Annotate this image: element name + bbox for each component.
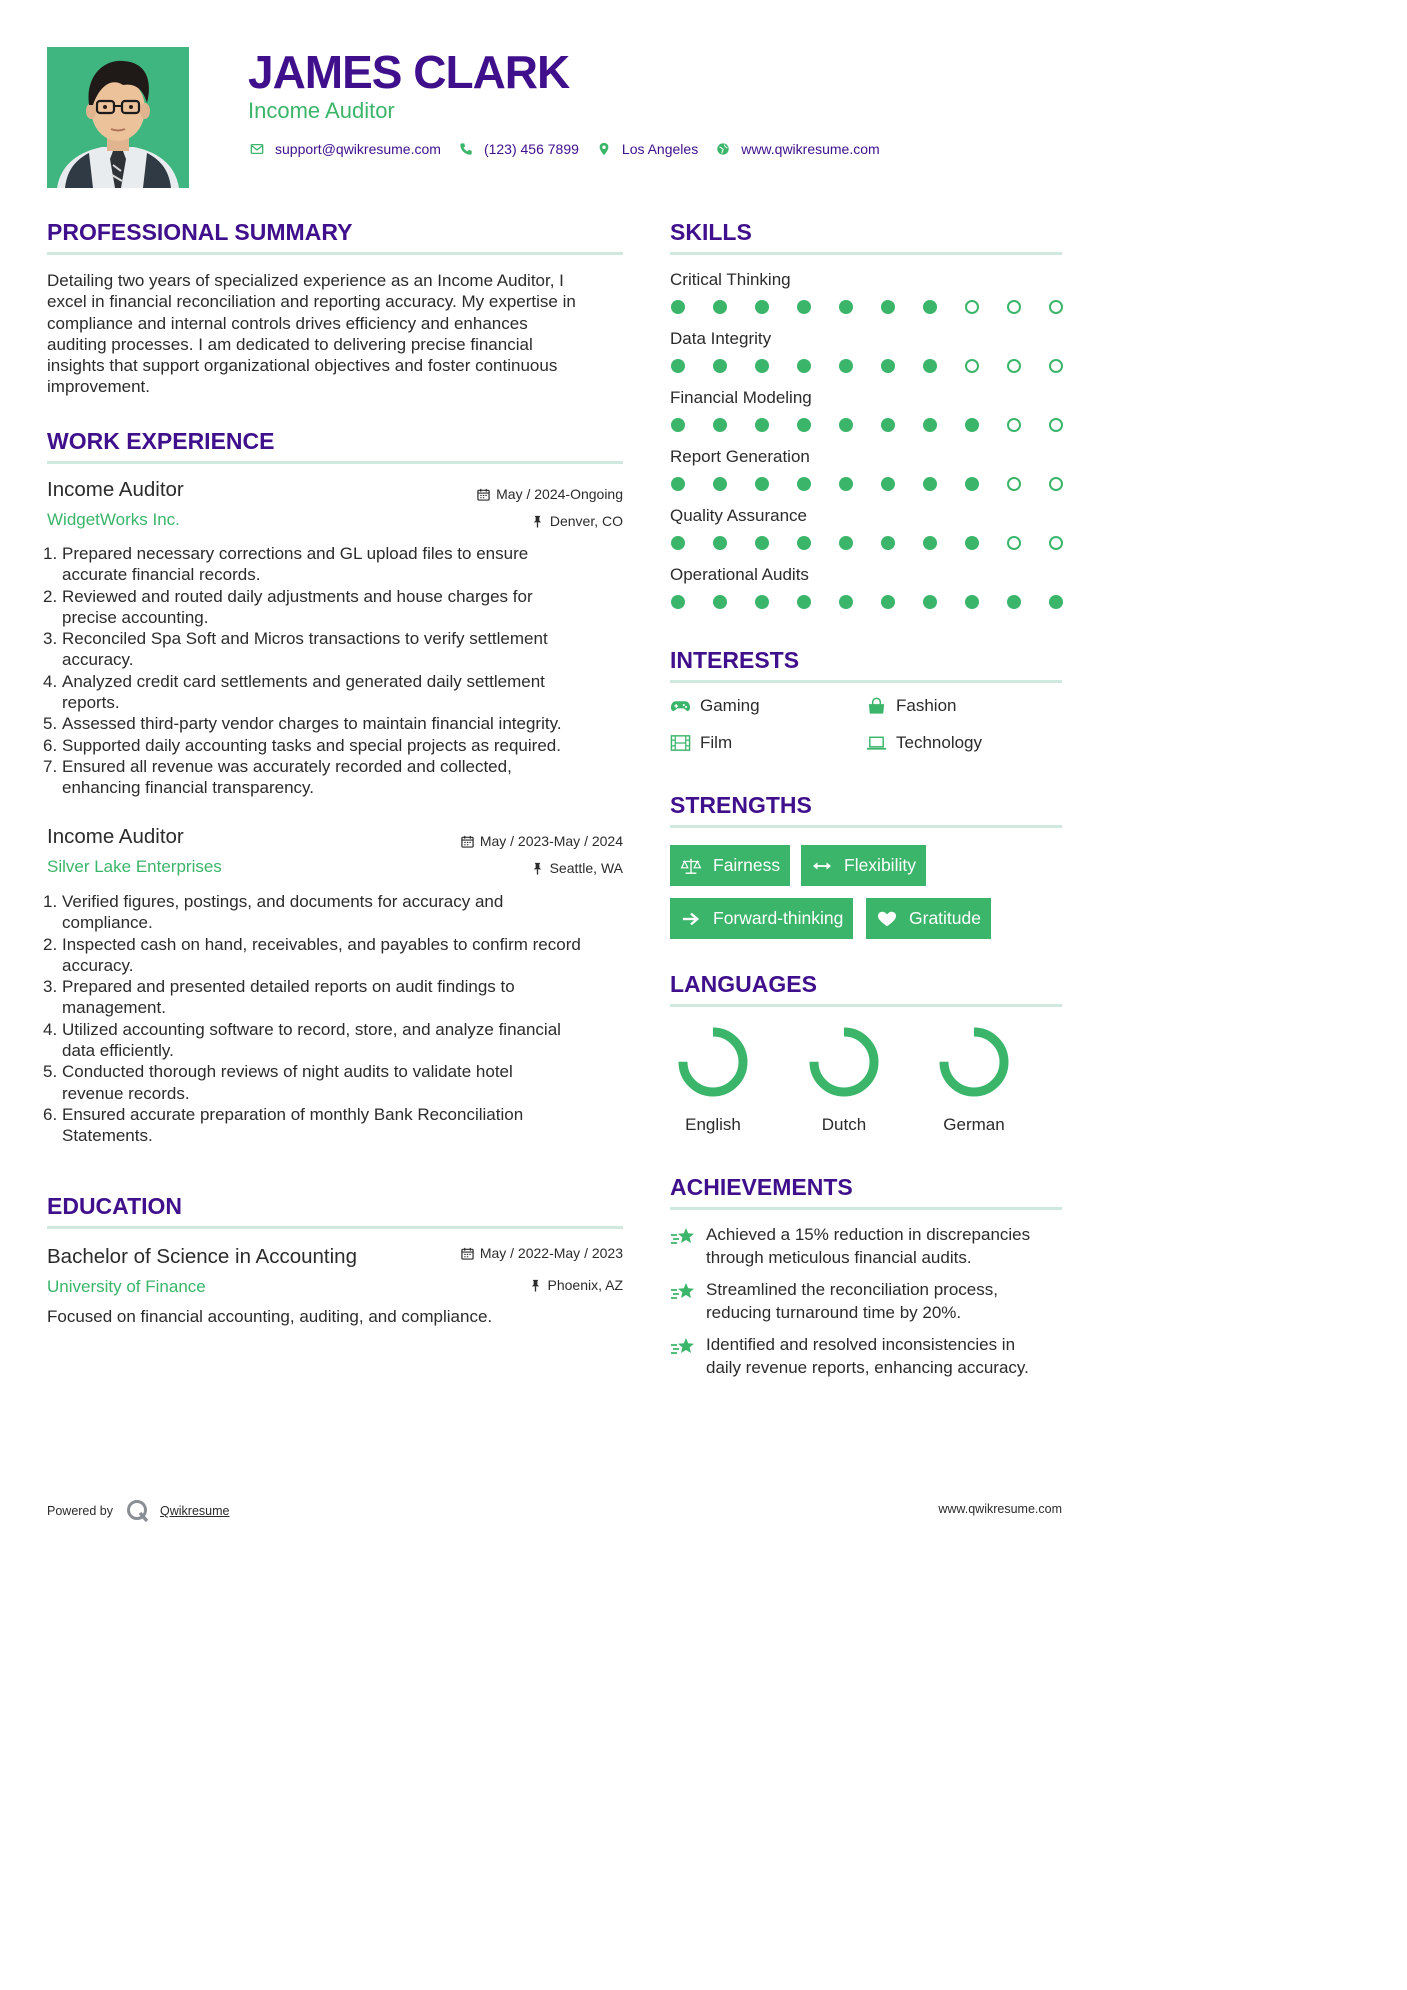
shooting-star-icon — [670, 1281, 696, 1303]
rating-dot-filled — [839, 300, 853, 314]
rating-dot-filled — [923, 300, 937, 314]
rating-dot-empty — [1049, 477, 1063, 491]
qwikresume-logo-icon — [125, 1498, 151, 1524]
rating-dot-filled — [881, 477, 895, 491]
rating-dot-filled — [671, 418, 685, 432]
job-location — [380, 859, 623, 877]
powered-by-label: Powered by — [47, 1504, 114, 1518]
job-responsibilities — [43, 543, 627, 799]
rating-dot-filled — [881, 300, 895, 314]
rating-dot-filled — [923, 536, 937, 550]
experience-heading: WORK EXPERIENCE — [47, 428, 275, 454]
strengths-heading: STRENGTHS — [670, 792, 812, 818]
summary-line: improvement. — [47, 377, 150, 397]
globe-icon — [714, 142, 732, 156]
job-location — [380, 512, 623, 530]
skill-rating — [670, 417, 1068, 433]
item-text-line: Utilized accounting software to record, store, and analyze financial — [62, 1019, 561, 1039]
item-text-line: accurate financial records. — [62, 565, 261, 585]
item-number: 3. — [43, 629, 58, 649]
rating-dot-filled — [797, 536, 811, 550]
skill-rating — [670, 358, 1068, 374]
strength-forward-thinking — [670, 898, 853, 939]
rating-dot-filled — [671, 595, 685, 609]
skill-name: Data Integrity — [670, 329, 772, 348]
rating-dot-empty — [1007, 536, 1021, 550]
interest-fashion — [866, 695, 956, 717]
rating-dot-filled — [671, 536, 685, 550]
item-text-line: Analyzed credit card settlements and generated daily settlement — [62, 671, 545, 691]
achievement-line: reducing turnaround time by 20%. — [706, 1302, 962, 1322]
interests-divider — [670, 680, 1062, 683]
item-text-line: accuracy. — [62, 955, 134, 975]
rating-dot-empty — [1049, 536, 1063, 550]
language-name: English — [685, 1115, 741, 1134]
strength-fairness — [670, 845, 790, 886]
rating-dot-filled — [797, 595, 811, 609]
rating-dot-filled — [713, 536, 727, 550]
pushpin-icon — [529, 1279, 542, 1292]
language-name: German — [943, 1115, 1005, 1134]
responsibility-item — [43, 976, 627, 1019]
responsibility-item — [43, 1019, 627, 1062]
skill-name: Critical Thinking — [670, 270, 791, 289]
responsibility-item — [43, 1061, 627, 1104]
candidate-role: Income Auditor — [248, 98, 395, 123]
rating-dot-filled — [671, 359, 685, 373]
language-progress-arc — [683, 1032, 743, 1092]
shopping-bag-icon — [866, 697, 887, 715]
contact-phone[interactable]: (123) 456 7899 — [483, 141, 579, 157]
achievement-text — [706, 1334, 1066, 1379]
rating-dot-filled — [713, 300, 727, 314]
rating-dot-filled — [713, 359, 727, 373]
rating-dot-filled — [965, 595, 979, 609]
language-progress-arc — [814, 1032, 874, 1092]
interest-gaming — [670, 695, 760, 717]
experience-divider — [47, 461, 623, 464]
rating-dot-filled — [797, 418, 811, 432]
item-text-line: revenue records. — [62, 1083, 190, 1103]
rating-dot-filled — [923, 595, 937, 609]
skill-rating — [670, 476, 1068, 492]
company-name: Silver Lake Enterprises — [47, 857, 222, 876]
rating-dot-filled — [755, 300, 769, 314]
interest-label: Technology — [896, 733, 983, 752]
responsibility-item — [43, 1104, 627, 1147]
skills-divider — [670, 252, 1062, 255]
rating-dot-filled — [755, 418, 769, 432]
contact-location: Los Angeles — [621, 141, 699, 157]
summary-line: insights that support organizational objectives and foster continuous — [47, 356, 558, 376]
item-text-line: Statements. — [62, 1126, 153, 1146]
map-marker-icon — [595, 142, 613, 156]
job-location-text: Seattle, WA — [549, 860, 623, 876]
summary-text — [47, 270, 623, 398]
job-date-text: May / 2024-Ongoing — [496, 486, 623, 502]
rating-dot-filled — [713, 595, 727, 609]
rating-dot-filled — [881, 418, 895, 432]
education-location — [380, 1276, 623, 1294]
item-number: 6. — [43, 1104, 58, 1124]
rating-dot-filled — [839, 477, 853, 491]
item-text-line: Reconciled Spa Soft and Micros transactions to verify settlement — [62, 629, 548, 649]
item-text-line: precise accounting. — [62, 607, 209, 627]
profile-photo — [47, 47, 189, 188]
responsibility-item — [43, 671, 627, 714]
rating-dot-empty — [1007, 418, 1021, 432]
strengths-divider — [670, 825, 1062, 828]
responsibility-item — [43, 934, 627, 977]
item-text-line: Supported daily accounting tasks and special projects as required. — [62, 735, 561, 755]
achievement-line: Identified and resolved inconsistencies in — [706, 1335, 1016, 1354]
rating-dot-filled — [1049, 595, 1063, 609]
rating-dot-filled — [881, 359, 895, 373]
item-text-line: Verified figures, postings, and documents for accuracy and — [62, 892, 504, 911]
item-number: 4. — [43, 671, 58, 691]
rating-dot-filled — [713, 418, 727, 432]
item-text-line: compliance. — [62, 913, 153, 933]
pushpin-icon — [531, 862, 544, 875]
calendar-icon — [477, 488, 490, 501]
skill-name: Report Generation — [670, 447, 810, 466]
rating-dot-filled — [1007, 595, 1021, 609]
item-number: 5. — [43, 714, 58, 734]
rating-dot-empty — [965, 300, 979, 314]
job-date — [380, 485, 623, 503]
job-date — [380, 832, 623, 850]
strength-gratitude — [866, 898, 991, 939]
contact-email[interactable]: support@qwikresume.com — [275, 141, 441, 157]
skill-rating — [670, 535, 1068, 551]
rating-dot-filled — [965, 536, 979, 550]
education-divider — [47, 1226, 623, 1229]
rating-dot-empty — [1049, 300, 1063, 314]
rating-dot-filled — [965, 477, 979, 491]
interest-label: Gaming — [700, 696, 760, 715]
interest-label: Film — [700, 733, 733, 752]
rating-dot-filled — [839, 418, 853, 432]
achievement-text — [706, 1279, 1066, 1324]
strength-label: Gratitude — [909, 908, 981, 928]
interest-technology — [866, 732, 982, 754]
rating-dot-filled — [881, 595, 895, 609]
responsibility-item — [43, 735, 627, 756]
item-number: 7. — [43, 756, 58, 776]
summary-line: compliance and internal controls drives efficiency and enhances — [47, 313, 528, 333]
item-number: 2. — [43, 934, 58, 954]
responsibility-item — [43, 891, 627, 934]
rating-dot-empty — [965, 359, 979, 373]
language-progress-arc — [944, 1032, 1004, 1092]
shooting-star-icon — [670, 1336, 696, 1358]
item-number: 4. — [43, 1019, 58, 1039]
skill-rating — [670, 299, 1068, 315]
rating-dot-filled — [965, 418, 979, 432]
rating-dot-filled — [839, 595, 853, 609]
achievement-line: Streamlined the reconciliation process, — [706, 1280, 998, 1299]
item-text-line: Reviewed and routed daily adjustments and house charges for — [62, 586, 533, 606]
education-date — [380, 1244, 623, 1262]
qwikresume-link[interactable]: Qwikresume — [160, 1504, 230, 1518]
language-progress-ring — [808, 1026, 880, 1098]
languages-heading: LANGUAGES — [670, 971, 817, 997]
education-date-text: May / 2022-May / 2023 — [479, 1245, 623, 1261]
rating-dot-empty — [1049, 418, 1063, 432]
interest-label: Fashion — [896, 696, 957, 715]
rating-dot-filled — [755, 477, 769, 491]
item-number: 2. — [43, 586, 58, 606]
calendar-icon — [461, 1247, 474, 1260]
rating-dot-filled — [755, 359, 769, 373]
company-name: WidgetWorks Inc. — [47, 510, 180, 529]
rating-dot-filled — [755, 536, 769, 550]
job-location-text: Denver, CO — [549, 513, 623, 529]
job-title: Income Auditor — [47, 825, 184, 848]
portrait-illustration — [47, 47, 189, 188]
item-number: 5. — [43, 1062, 58, 1082]
balance-scale-icon — [680, 857, 702, 875]
responsibility-item — [43, 756, 627, 799]
achievements-heading: ACHIEVEMENTS — [670, 1174, 853, 1200]
degree-title: Bachelor of Science in Accounting — [47, 1245, 357, 1268]
rating-dot-filled — [797, 359, 811, 373]
responsibility-item — [43, 543, 627, 586]
education-location-text: Phoenix, AZ — [547, 1277, 623, 1293]
arrow-right-icon — [680, 910, 702, 928]
skill-name: Operational Audits — [670, 565, 809, 584]
summary-line: auditing processes. I am dedicated to delivering precise financial — [47, 334, 533, 354]
strength-flexibility — [801, 845, 926, 886]
rating-dot-empty — [1007, 359, 1021, 373]
language-progress-ring — [938, 1026, 1010, 1098]
summary-divider — [47, 252, 623, 255]
rating-dot-empty — [1007, 477, 1021, 491]
rating-dot-empty — [1007, 300, 1021, 314]
summary-line: Detailing two years of specialized experience as an Income Auditor, I — [47, 271, 564, 290]
skill-name: Financial Modeling — [670, 388, 812, 407]
arrows-horizontal-icon — [811, 857, 833, 875]
strength-label: Fairness — [713, 855, 781, 875]
school-name: University of Finance — [47, 1277, 206, 1296]
language-progress-ring — [677, 1026, 749, 1098]
item-text-line: Prepared necessary corrections and GL upload files to ensure — [62, 544, 529, 563]
candidate-name: JAMES CLARK — [248, 46, 570, 98]
item-number: 1. — [43, 544, 58, 563]
item-number: 1. — [43, 892, 58, 911]
skills-heading: SKILLS — [670, 219, 752, 245]
responsibility-item — [43, 713, 627, 734]
achievement-text — [706, 1224, 1066, 1269]
strength-label: Flexibility — [844, 855, 916, 875]
pushpin-icon — [531, 515, 544, 528]
rating-dot-filled — [923, 359, 937, 373]
rating-dot-filled — [839, 359, 853, 373]
interest-film — [670, 732, 732, 754]
item-text-line: Assessed third-party vendor charges to maintain financial integrity. — [62, 714, 562, 734]
item-text-line: data efficiently. — [62, 1041, 174, 1061]
interests-heading: INTERESTS — [670, 647, 800, 673]
calendar-icon — [461, 835, 474, 848]
rating-dot-filled — [881, 536, 895, 550]
item-text-line: Inspected cash on hand, receivables, and payables to confirm record — [62, 934, 581, 954]
job-date-text: May / 2023-May / 2024 — [479, 833, 623, 849]
achievements-divider — [670, 1207, 1062, 1210]
rating-dot-filled — [713, 477, 727, 491]
education-description: Focused on financial accounting, auditing, and compliance. — [47, 1307, 493, 1326]
summary-line: excel in financial reconciliation and reporting accuracy. My expertise in — [47, 292, 576, 312]
rating-dot-filled — [923, 418, 937, 432]
job-responsibilities — [43, 891, 627, 1147]
shooting-star-icon — [670, 1226, 696, 1248]
item-text-line: reports. — [62, 693, 120, 713]
responsibility-item — [43, 628, 627, 671]
achievement-line: Achieved a 15% reduction in discrepancies — [706, 1225, 1031, 1244]
education-heading: EDUCATION — [47, 1193, 183, 1219]
skill-name: Quality Assurance — [670, 506, 808, 525]
powered-by — [47, 1498, 229, 1524]
item-number: 6. — [43, 735, 58, 755]
language-name: Dutch — [821, 1115, 867, 1134]
job-title: Income Auditor — [47, 478, 184, 501]
skill-rating — [670, 594, 1068, 610]
responsibility-item — [43, 586, 627, 629]
rating-dot-filled — [839, 536, 853, 550]
rating-dot-filled — [797, 300, 811, 314]
film-icon — [670, 734, 691, 752]
item-text-line: Prepared and presented detailed reports on audit findings to — [62, 977, 515, 997]
rating-dot-filled — [755, 595, 769, 609]
strength-label: Forward-thinking — [713, 908, 844, 928]
rating-dot-filled — [923, 477, 937, 491]
summary-heading: PROFESSIONAL SUMMARY — [47, 219, 353, 245]
rating-dot-empty — [1049, 359, 1063, 373]
item-text-line: management. — [62, 998, 166, 1018]
gamepad-icon — [670, 697, 691, 715]
rating-dot-filled — [671, 300, 685, 314]
phone-icon — [457, 142, 475, 156]
heart-icon — [876, 910, 898, 928]
laptop-icon — [866, 734, 887, 752]
item-text-line: Ensured accurate preparation of monthly Bank Reconciliation — [62, 1104, 524, 1124]
contact-website[interactable]: www.qwikresume.com — [741, 141, 880, 157]
contact-bar — [248, 139, 896, 159]
footer-url[interactable]: www.qwikresume.com — [938, 1502, 1062, 1516]
achievement-line: daily revenue reports, enhancing accuracy. — [706, 1357, 1029, 1377]
item-text-line: enhancing financial transparency. — [62, 778, 315, 798]
item-text-line: Ensured all revenue was accurately recorded and collected, — [62, 756, 512, 776]
item-text-line: Conducted thorough reviews of night audits to validate hotel — [62, 1062, 513, 1082]
item-number: 3. — [43, 977, 58, 997]
rating-dot-filled — [797, 477, 811, 491]
item-text-line: accuracy. — [62, 650, 134, 670]
languages-divider — [670, 1004, 1062, 1007]
envelope-icon — [248, 142, 266, 156]
rating-dot-filled — [671, 477, 685, 491]
achievement-line: through meticulous financial audits. — [706, 1247, 972, 1267]
